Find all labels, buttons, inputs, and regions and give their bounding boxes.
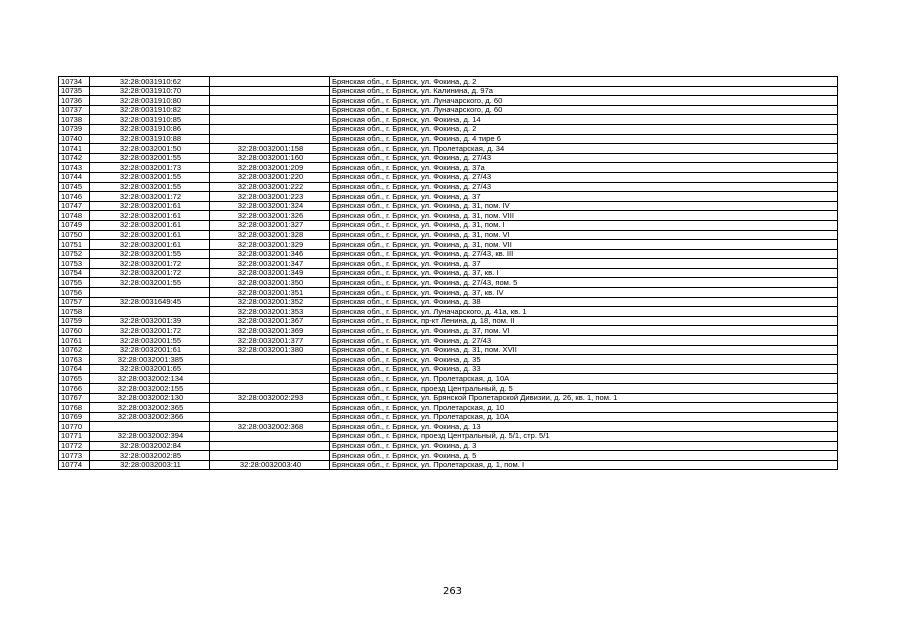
building-cadastral-number-cell — [210, 77, 330, 87]
address-cell: Брянская обл., г. Брянск, ул. Пролетарская, д. 10А — [330, 412, 838, 422]
row-number-cell: 10735 — [59, 86, 90, 96]
cadastral-number-cell: 32:28:0032001:39 — [90, 316, 210, 326]
address-cell: Брянская обл., г. Брянск, ул. Фокина, д. 2 — [330, 124, 838, 134]
table-row — [59, 144, 838, 154]
table-row — [59, 326, 838, 336]
address-cell: Брянская обл., г. Брянск, проезд Центральный, д. 5 — [330, 384, 838, 394]
address-cell: Брянская обл., г. Брянск, ул. Фокина, д. 27/43, пом. 5 — [330, 278, 838, 288]
cadastral-number-cell: 32:28:0032002:84 — [90, 441, 210, 451]
building-cadastral-number-cell — [210, 115, 330, 125]
address-cell: Брянская обл., г. Брянск, ул. Луначарского, д. 60 — [330, 105, 838, 115]
building-cadastral-number-cell: 32:28:0032001:220 — [210, 172, 330, 182]
address-cell: Брянская обл., г. Брянск, ул. Фокина, д. 31, пом. XVII — [330, 345, 838, 355]
cadastral-number-cell: 32:28:0032002:155 — [90, 384, 210, 394]
building-cadastral-number-cell — [210, 384, 330, 394]
cadastral-number-cell: 32:28:0031910:82 — [90, 105, 210, 115]
building-cadastral-number-cell: 32:28:0032001:324 — [210, 201, 330, 211]
building-cadastral-number-cell — [210, 441, 330, 451]
table-row — [59, 211, 838, 221]
address-cell: Брянская обл., г. Брянск, ул. Фокина, д. 37, кв. IV — [330, 288, 838, 298]
table-row — [59, 134, 838, 144]
table-row — [59, 374, 838, 384]
building-cadastral-number-cell: 32:28:0032001:350 — [210, 278, 330, 288]
row-number-cell: 10768 — [59, 403, 90, 413]
table-row — [59, 403, 838, 413]
row-number-cell: 10754 — [59, 268, 90, 278]
building-cadastral-number-cell: 32:28:0032001:329 — [210, 240, 330, 250]
row-number-cell: 10774 — [59, 460, 90, 470]
table-row — [59, 115, 838, 125]
table-row — [59, 172, 838, 182]
building-cadastral-number-cell: 32:28:0032001:367 — [210, 316, 330, 326]
table-row — [59, 105, 838, 115]
cadastral-number-cell: 32:28:0032003:11 — [90, 460, 210, 470]
table-row — [59, 422, 838, 432]
address-cell: Брянская обл., г. Брянск, ул. Фокина, д. 31, пом. I — [330, 220, 838, 230]
address-cell: Брянская обл., г. Брянск, ул. Калинина, д. 97а — [330, 86, 838, 96]
table-row — [59, 278, 838, 288]
table-row — [59, 163, 838, 173]
table-row — [59, 431, 838, 441]
building-cadastral-number-cell: 32:28:0032001:158 — [210, 144, 330, 154]
table-row — [59, 182, 838, 192]
address-cell: Брянская обл., г. Брянск, ул. Пролетарская, д. 1, пом. I — [330, 460, 838, 470]
building-cadastral-number-cell — [210, 451, 330, 461]
cadastral-number-cell: 32:28:0032001:61 — [90, 240, 210, 250]
row-number-cell: 10753 — [59, 259, 90, 269]
row-number-cell: 10759 — [59, 316, 90, 326]
address-cell: Брянская обл., г. Брянск, ул. Фокина, д. 27/43 — [330, 172, 838, 182]
building-cadastral-number-cell: 32:28:0032001:369 — [210, 326, 330, 336]
row-number-cell: 10766 — [59, 384, 90, 394]
address-cell: Брянская обл., г. Брянск, ул. Фокина, д. 2 — [330, 77, 838, 87]
building-cadastral-number-cell: 32:28:0032001:377 — [210, 336, 330, 346]
building-cadastral-number-cell: 32:28:0032001:352 — [210, 297, 330, 307]
building-cadastral-number-cell: 32:28:0032001:349 — [210, 268, 330, 278]
cadastral-number-cell: 32:28:0032002:365 — [90, 403, 210, 413]
building-cadastral-number-cell: 32:28:0032001:327 — [210, 220, 330, 230]
table-row — [59, 355, 838, 365]
row-number-cell: 10741 — [59, 144, 90, 154]
cadastral-number-cell: 32:28:0032001:55 — [90, 182, 210, 192]
row-number-cell: 10751 — [59, 240, 90, 250]
row-number-cell: 10738 — [59, 115, 90, 125]
cadastral-number-cell: 32:28:0032001:61 — [90, 201, 210, 211]
table-row — [59, 384, 838, 394]
cadastral-number-cell: 32:28:0031910:70 — [90, 86, 210, 96]
building-cadastral-number-cell: 32:28:0032001:346 — [210, 249, 330, 259]
cadastral-number-cell: 32:28:0032001:55 — [90, 278, 210, 288]
building-cadastral-number-cell: 32:28:0032001:223 — [210, 192, 330, 202]
address-cell: Брянская обл., г. Брянск, ул. Фокина, д. 33 — [330, 364, 838, 374]
row-number-cell: 10773 — [59, 451, 90, 461]
cadastral-number-cell: 32:28:0032001:61 — [90, 220, 210, 230]
address-cell: Брянская обл., г. Брянск, ул. Фокина, д. 31, пом. VI — [330, 230, 838, 240]
row-number-cell: 10771 — [59, 431, 90, 441]
row-number-cell: 10737 — [59, 105, 90, 115]
table-row — [59, 336, 838, 346]
table-row — [59, 307, 838, 317]
table-row — [59, 441, 838, 451]
cadastral-number-cell: 32:28:0032001:72 — [90, 259, 210, 269]
row-number-cell: 10755 — [59, 278, 90, 288]
table-row — [59, 86, 838, 96]
cadastral-number-cell: 32:28:0032001:55 — [90, 336, 210, 346]
cadastral-number-cell: 32:28:0031910:80 — [90, 96, 210, 106]
row-number-cell: 10740 — [59, 134, 90, 144]
row-number-cell: 10765 — [59, 374, 90, 384]
cadastral-number-cell: 32:28:0032001:73 — [90, 163, 210, 173]
table-row — [59, 451, 838, 461]
table-row — [59, 201, 838, 211]
building-cadastral-number-cell — [210, 134, 330, 144]
table-row — [59, 230, 838, 240]
row-number-cell: 10746 — [59, 192, 90, 202]
table-row — [59, 412, 838, 422]
table-row — [59, 124, 838, 134]
row-number-cell: 10744 — [59, 172, 90, 182]
cadastral-number-cell: 32:28:0031910:62 — [90, 77, 210, 87]
row-number-cell: 10736 — [59, 96, 90, 106]
cadastral-number-cell: 32:28:0032001:65 — [90, 364, 210, 374]
table-row — [59, 96, 838, 106]
address-cell: Брянская обл., г. Брянск, ул. Фокина, д. 37 — [330, 192, 838, 202]
row-number-cell: 10761 — [59, 336, 90, 346]
building-cadastral-number-cell — [210, 364, 330, 374]
table-row — [59, 316, 838, 326]
building-cadastral-number-cell — [210, 403, 330, 413]
cadastral-number-cell: 32:28:0032001:72 — [90, 268, 210, 278]
cadastral-number-cell — [90, 422, 210, 432]
row-number-cell: 10742 — [59, 153, 90, 163]
address-cell: Брянская обл., г. Брянск, ул. Фокина, д. 37, пом. VI — [330, 326, 838, 336]
table-row — [59, 249, 838, 259]
row-number-cell: 10748 — [59, 211, 90, 221]
address-cell: Брянская обл., г. Брянск, ул. Фокина, д. 27/43 — [330, 153, 838, 163]
address-cell: Брянская обл., г. Брянск, ул. Фокина, д. 37, кв. I — [330, 268, 838, 278]
property-register-table — [58, 76, 838, 470]
building-cadastral-number-cell: 32:28:0032001:347 — [210, 259, 330, 269]
building-cadastral-number-cell: 32:28:0032001:160 — [210, 153, 330, 163]
cadastral-number-cell: 32:28:0032002:85 — [90, 451, 210, 461]
row-number-cell: 10745 — [59, 182, 90, 192]
table-row — [59, 192, 838, 202]
row-number-cell: 10752 — [59, 249, 90, 259]
building-cadastral-number-cell: 32:28:0032001:351 — [210, 288, 330, 298]
address-cell: Брянская обл., г. Брянск, ул. Фокина, д. 37а — [330, 163, 838, 173]
address-cell: Брянская обл., г. Брянск, ул. Луначарского, д. 41а, кв. 1 — [330, 307, 838, 317]
row-number-cell: 10757 — [59, 297, 90, 307]
table-row — [59, 364, 838, 374]
cadastral-number-cell: 32:28:0032001:55 — [90, 172, 210, 182]
address-cell: Брянская обл., г. Брянск, проезд Центральный, д. 5/1, стр. 5/1 — [330, 431, 838, 441]
cadastral-number-cell — [90, 307, 210, 317]
cadastral-number-cell: 32:28:0032002:394 — [90, 431, 210, 441]
page-number: 263 — [442, 586, 463, 597]
building-cadastral-number-cell — [210, 124, 330, 134]
row-number-cell: 10756 — [59, 288, 90, 298]
cadastral-number-cell: 32:28:0032001:72 — [90, 326, 210, 336]
cadastral-number-cell: 32:28:0032001:55 — [90, 249, 210, 259]
building-cadastral-number-cell — [210, 86, 330, 96]
cadastral-number-cell: 32:28:0031910:86 — [90, 124, 210, 134]
row-number-cell: 10760 — [59, 326, 90, 336]
cadastral-number-cell: 32:28:0032001:61 — [90, 230, 210, 240]
address-cell: Брянская обл., г. Брянск, ул. Фокина, д. 3 — [330, 441, 838, 451]
address-cell: Брянская обл., г. Брянск, ул. Фокина, д. 4 тире 6 — [330, 134, 838, 144]
row-number-cell: 10758 — [59, 307, 90, 317]
building-cadastral-number-cell: 32:28:0032001:326 — [210, 211, 330, 221]
table-row — [59, 153, 838, 163]
row-number-cell: 10750 — [59, 230, 90, 240]
row-number-cell: 10772 — [59, 441, 90, 451]
building-cadastral-number-cell — [210, 105, 330, 115]
address-cell: Брянская обл., г. Брянск, ул. Пролетарская, д. 10А — [330, 374, 838, 384]
address-cell: Брянская обл., г. Брянск, ул. Фокина, д. 14 — [330, 115, 838, 125]
row-number-cell: 10743 — [59, 163, 90, 173]
row-number-cell: 10747 — [59, 201, 90, 211]
address-cell: Брянская обл., г. Брянск, ул. Фокина, д. 13 — [330, 422, 838, 432]
building-cadastral-number-cell: 32:28:0032002:293 — [210, 393, 330, 403]
building-cadastral-number-cell: 32:28:0032001:380 — [210, 345, 330, 355]
building-cadastral-number-cell: 32:28:0032001:209 — [210, 163, 330, 173]
address-cell: Брянская обл., г. Брянск, ул. Брянской Пролетарской Дивизии, д. 26, кв. 1, пом. 1 — [330, 393, 838, 403]
cadastral-number-cell: 32:28:0031649:45 — [90, 297, 210, 307]
row-number-cell: 10764 — [59, 364, 90, 374]
cadastral-number-cell: 32:28:0032001:61 — [90, 345, 210, 355]
address-cell: Брянская обл., г. Брянск, ул. Фокина, д. 31, пом. VIII — [330, 211, 838, 221]
building-cadastral-number-cell — [210, 412, 330, 422]
table-row — [59, 460, 838, 470]
building-cadastral-number-cell: 32:28:0032001:353 — [210, 307, 330, 317]
table-row — [59, 259, 838, 269]
cadastral-number-cell: 32:28:0032001:385 — [90, 355, 210, 365]
table-row — [59, 268, 838, 278]
address-cell: Брянская обл., г. Брянск, пр-кт Ленина, д. 18, пом. II — [330, 316, 838, 326]
cadastral-number-cell: 32:28:0032001:55 — [90, 153, 210, 163]
row-number-cell: 10749 — [59, 220, 90, 230]
address-cell: Брянская обл., г. Брянск, ул. Фокина, д. 27/43 — [330, 182, 838, 192]
building-cadastral-number-cell: 32:28:0032002:368 — [210, 422, 330, 432]
table-row — [59, 77, 838, 87]
address-cell: Брянская обл., г. Брянск, ул. Фокина, д. 5 — [330, 451, 838, 461]
cadastral-number-cell — [90, 288, 210, 298]
row-number-cell: 10739 — [59, 124, 90, 134]
table-row — [59, 240, 838, 250]
address-cell: Брянская обл., г. Брянск, ул. Пролетарская, д. 34 — [330, 144, 838, 154]
address-cell: Брянская обл., г. Брянск, ул. Фокина, д. 37 — [330, 259, 838, 269]
row-number-cell: 10769 — [59, 412, 90, 422]
building-cadastral-number-cell — [210, 374, 330, 384]
building-cadastral-number-cell — [210, 355, 330, 365]
address-cell: Брянская обл., г. Брянск, ул. Луначарского, д. 60 — [330, 96, 838, 106]
address-cell: Брянская обл., г. Брянск, ул. Фокина, д. 27/43 — [330, 336, 838, 346]
building-cadastral-number-cell — [210, 96, 330, 106]
address-cell: Брянская обл., г. Брянск, ул. Пролетарская, д. 10 — [330, 403, 838, 413]
cadastral-number-cell: 32:28:0032001:72 — [90, 192, 210, 202]
table-row — [59, 220, 838, 230]
building-cadastral-number-cell — [210, 431, 330, 441]
cadastral-number-cell: 32:28:0032002:134 — [90, 374, 210, 384]
table-body — [59, 77, 838, 470]
cadastral-number-cell: 32:28:0031910:88 — [90, 134, 210, 144]
cadastral-number-cell: 32:28:0032002:366 — [90, 412, 210, 422]
cadastral-number-cell: 32:28:0032001:50 — [90, 144, 210, 154]
cadastral-number-cell: 32:28:0032001:61 — [90, 211, 210, 221]
row-number-cell: 10734 — [59, 77, 90, 87]
building-cadastral-number-cell: 32:28:0032003:40 — [210, 460, 330, 470]
address-cell: Брянская обл., г. Брянск, ул. Фокина, д. 31, пом. VII — [330, 240, 838, 250]
row-number-cell: 10767 — [59, 393, 90, 403]
row-number-cell: 10762 — [59, 345, 90, 355]
address-cell: Брянская обл., г. Брянск, ул. Фокина, д. 35 — [330, 355, 838, 365]
address-cell: Брянская обл., г. Брянск, ул. Фокина, д. 38 — [330, 297, 838, 307]
table-row — [59, 297, 838, 307]
table-row — [59, 288, 838, 298]
building-cadastral-number-cell: 32:28:0032001:328 — [210, 230, 330, 240]
table-row — [59, 393, 838, 403]
row-number-cell: 10770 — [59, 422, 90, 432]
building-cadastral-number-cell: 32:28:0032001:222 — [210, 182, 330, 192]
row-number-cell: 10763 — [59, 355, 90, 365]
table-row — [59, 345, 838, 355]
cadastral-number-cell: 32:28:0032002:130 — [90, 393, 210, 403]
cadastral-number-cell: 32:28:0031910:85 — [90, 115, 210, 125]
address-cell: Брянская обл., г. Брянск, ул. Фокина, д. 27/43, кв. III — [330, 249, 838, 259]
address-cell: Брянская обл., г. Брянск, ул. Фокина, д. 31, пом. IV — [330, 201, 838, 211]
